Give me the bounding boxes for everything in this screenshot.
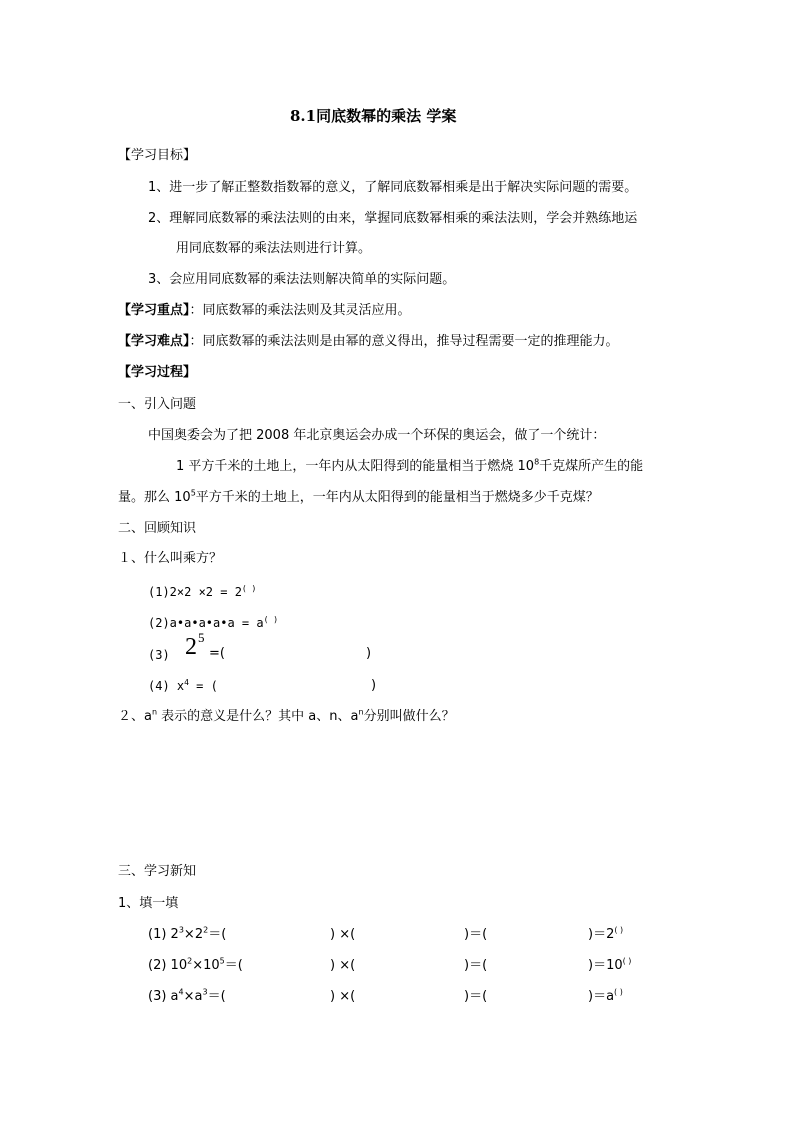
fill-row-1-blank-1: ) ×( [330,927,356,942]
q2-text-b: 表示的意义是什么？其中 a、n、a [157,709,359,724]
fill-row-1-blank-2: )＝( [464,927,488,942]
expr-2-text: (2)a•a•a•a•a = a [148,616,264,630]
section2-q1: １、什么叫乘方？ [118,551,223,566]
fill-row-3-blank-2: )＝( [464,989,488,1004]
fill-row-2-exp2: 5 [219,956,225,966]
fill-row-3-blank-1: ) ×( [330,989,356,1004]
section3-heading: 三、学习新知 [118,864,197,879]
para1-text-a: 1 平方千米的土地上，一年内从太阳得到的能量相当于燃烧 10 [176,459,535,474]
difficulty [118,334,619,350]
fill-row-1-exp2: 2 [203,925,209,935]
fill-row-1-label: (1) 2 [148,927,179,942]
section1-para-line1 [176,459,643,475]
fill-row-2-result [588,958,631,974]
expr-2 [148,615,278,631]
expr-4-exponent: 4 [184,678,189,687]
fill-row-3-label: (3) a [148,989,179,1004]
section2-heading: 二、回顾知识 [118,521,197,536]
fill-row-3-result-exp: ( ) [614,987,623,997]
fill-row-3-result-text: )＝a [588,989,615,1004]
fill-row-2-exp1: 2 [187,956,193,966]
para1-text-b: 千克煤所产生的能 [539,459,644,474]
expr-1-exponent-blank: ( ) [241,584,257,593]
fill-row-2-result-exp: ( ) [622,956,632,966]
para2-text-a: 量。那么 10 [118,490,191,505]
expr-4-equals: = ( [188,679,218,693]
para2-exponent: 5 [190,488,196,498]
expr-4 [148,678,218,694]
section1-para-line2 [118,490,599,506]
expr-3-base: 2 [185,634,197,660]
para1-exponent: 8 [534,457,540,467]
fill-row-2-blank-2: )＝( [464,958,488,973]
fill-row-2-blank-1: ) ×( [330,958,356,973]
fill-row-1-expr [148,927,226,943]
expr-4-close: ) [371,678,377,693]
key-point-label: 【学习重点】 [118,303,190,318]
fill-row-3-eq: ＝( [207,989,226,1004]
process-header: 【学习过程】 [118,365,197,380]
section2-q2 [118,709,455,725]
fill-row-1-exp1: 3 [178,925,184,935]
goal-item-2-cont: 用同底数幂的乘法法则进行计算。 [176,241,372,256]
difficulty-text: ：同底数幂的乘法法则是由幂的意义得出，推导过程需要一定的推理能力。 [189,334,619,349]
q2-sup-n-2: n [358,707,364,717]
section1-heading: 一、引入问题 [118,397,197,412]
difficulty-label: 【学习难点】 [118,334,190,349]
expr-3-label: (3) [148,648,170,662]
para2-text-b: 平方千米的土地上，一年内从太阳得到的能量相当于燃烧多少千克煤？ [195,490,599,505]
fill-row-2-expr [148,958,243,974]
fill-row-3-result [588,989,623,1005]
fill-row-1-mid: ×2 [183,927,204,942]
page-title: 8.1同底数幂的乘法 学案 [290,107,457,125]
q2-text-a: ２、a [118,709,152,724]
expr-1 [148,584,256,600]
fill-row-2-label: (2) 10 [148,958,188,973]
goal-item-3: 3、会应用同底数幂的乘法法则解决简单的实际问题。 [148,272,456,287]
key-point [118,303,411,319]
expr-1-text: (1)2×2 ×2 = 2 [148,585,242,599]
fill-row-2-eq: ＝( [224,958,243,973]
fill-row-3-exp2: 3 [202,987,208,997]
key-point-text: ：同底数幂的乘法法则及其灵活应用。 [189,303,411,318]
fill-row-2-mid: ×10 [192,958,220,973]
expr-3-exponent: 5 [198,630,205,645]
expr-4-text: (4) x [148,679,185,693]
fill-row-3-mid: ×a [183,989,203,1004]
goal-item-1: 1、进一步了解正整数指数幂的意义，了解同底数幂相乘是出于解决实际问题的需要。 [148,180,638,195]
q2-sup-n: n [151,707,158,717]
goal-item-2: 2、理解同底数幂的乘法法则的由来，掌握同底数幂相乘的乘法法则，学会并熟练地运 [148,211,638,226]
fill-row-3-exp1: 4 [178,987,184,997]
fill-row-1-result [588,927,623,943]
expr-3-close: ) [366,646,372,661]
expr-3-equals: =( [209,646,225,661]
fill-row-1-result-text: )＝2 [588,927,615,942]
fill-row-1-eq: ＝( [208,927,227,942]
fill-row-2-result-text: )＝10 [588,958,623,973]
goals-header: 【学习目标】 [118,148,197,163]
expr-2-exponent-blank: ( ) [263,615,279,624]
q2-text-c: 分别叫做什么？ [363,709,455,724]
fill-row-1-result-exp: ( ) [614,925,624,935]
section1-intro: 中国奥委会为了把 2008 年北京奥运会办成一个环保的奥运会，做了一个统计： [148,428,606,443]
section3-sub: 1、填一填 [118,896,179,911]
fill-row-3-expr [148,989,226,1005]
